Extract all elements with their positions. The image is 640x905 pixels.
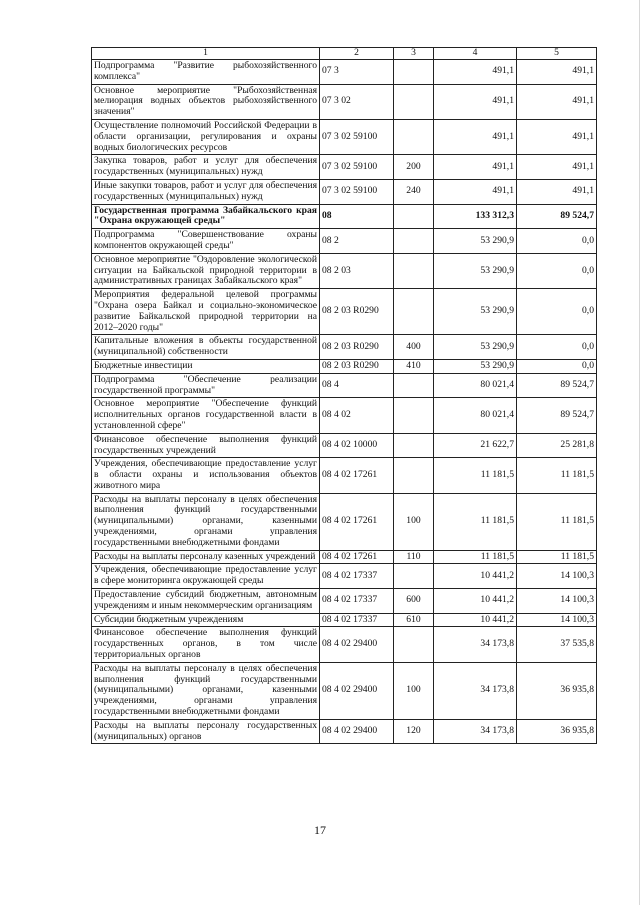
table-body	[92, 60, 597, 744]
cell-sum-1: 491,1	[434, 60, 517, 85]
header-col-code: 2	[320, 48, 394, 60]
cell-sum-2: 11 181,5	[517, 458, 597, 493]
cell-sum-2: 11 181,5	[517, 493, 597, 550]
cell-sum-2: 0,0	[517, 335, 597, 360]
cell-sum-2: 25 281,8	[517, 433, 597, 458]
cell-sum-1: 34 173,8	[434, 662, 517, 719]
cell-sum-2: 491,1	[517, 179, 597, 204]
cell-code: 07 3	[320, 60, 394, 85]
cell-name: Бюджетные инвестиции	[92, 359, 320, 373]
cell-vr	[394, 60, 434, 85]
cell-sum-2: 0,0	[517, 253, 597, 288]
cell-sum-2: 89 524,7	[517, 373, 597, 398]
cell-vr	[394, 433, 434, 458]
cell-vr: 410	[394, 359, 434, 373]
cell-code: 08 2 03 R0290	[320, 335, 394, 360]
cell-vr	[394, 119, 434, 154]
cell-sum-2: 36 935,8	[517, 662, 597, 719]
cell-name: Финансовое обеспечение выполнения функций государственных учреждений	[92, 433, 320, 458]
cell-name: Мероприятия федеральной целевой программы "Охрана озера Байкал и социально-экономическое развитие Байкальской природной территории на 2012–2020 годы"	[92, 289, 320, 335]
table-row	[92, 662, 597, 719]
cell-sum-2: 37 535,8	[517, 627, 597, 662]
cell-name: Расходы на выплаты персоналу казенных учреждений	[92, 550, 320, 564]
cell-name: Расходы на выплаты персоналу в целях обеспечения выполнения функций государственными (муниципальными) органами, казенными учреждениями, органами управления государственными внебюджетными фондами	[92, 493, 320, 550]
cell-code: 08 2 03 R0290	[320, 359, 394, 373]
cell-sum-2: 0,0	[517, 229, 597, 254]
header-col-sum2: 5	[517, 48, 597, 60]
cell-code: 08 4	[320, 373, 394, 398]
table-header-row	[92, 48, 597, 60]
cell-sum-1: 10 441,2	[434, 589, 517, 614]
cell-sum-1: 80 021,4	[434, 398, 517, 433]
cell-vr	[394, 373, 434, 398]
table-row	[92, 398, 597, 433]
cell-sum-2: 14 100,3	[517, 564, 597, 589]
cell-name: Учреждения, обеспечивающие предоставление услуг в области охраны и использования объектов животного мира	[92, 458, 320, 493]
cell-code: 08	[320, 204, 394, 229]
table-row	[92, 493, 597, 550]
header-col-vr: 3	[394, 48, 434, 60]
page-number: 17	[314, 823, 326, 837]
table-row	[92, 119, 597, 154]
cell-code: 08 2 03 R0290	[320, 289, 394, 335]
cell-sum-1: 10 441,2	[434, 613, 517, 627]
cell-name: Учреждения, обеспечивающие предоставление услуг в сфере мониторинга окружающей среды	[92, 564, 320, 589]
table-row	[92, 433, 597, 458]
cell-sum-2: 491,1	[517, 155, 597, 180]
cell-name: Осуществление полномочий Российской Федерации в области организации, регулирования и охраны водных биологических ресурсов	[92, 119, 320, 154]
cell-name: Расходы на выплаты персоналу государственных (муниципальных) органов	[92, 719, 320, 744]
cell-code: 08 4 02	[320, 398, 394, 433]
cell-sum-1: 10 441,2	[434, 564, 517, 589]
table-row	[92, 60, 597, 85]
cell-code: 08 4 02 17261	[320, 493, 394, 550]
cell-vr: 240	[394, 179, 434, 204]
cell-sum-1: 34 173,8	[434, 627, 517, 662]
cell-vr	[394, 229, 434, 254]
table-row	[92, 253, 597, 288]
cell-sum-2: 491,1	[517, 60, 597, 85]
cell-sum-2: 0,0	[517, 289, 597, 335]
cell-sum-1: 11 181,5	[434, 550, 517, 564]
cell-code: 08 4 02 29400	[320, 627, 394, 662]
cell-vr: 200	[394, 155, 434, 180]
cell-vr	[394, 289, 434, 335]
cell-name: Закупка товаров, работ и услуг для обеспечения государственных (муниципальных) нужд	[92, 155, 320, 180]
table-row	[92, 359, 597, 373]
cell-sum-1: 53 290,9	[434, 359, 517, 373]
cell-sum-1: 11 181,5	[434, 493, 517, 550]
cell-sum-1: 53 290,9	[434, 335, 517, 360]
cell-name: Финансовое обеспечение выполнения функций государственных органов, в том числе территориальных органов	[92, 627, 320, 662]
cell-sum-2: 0,0	[517, 359, 597, 373]
cell-name: Подпрограмма "Развитие рыбохозяйственного комплекса"	[92, 60, 320, 85]
cell-code: 08 4 02 17261	[320, 550, 394, 564]
cell-vr: 400	[394, 335, 434, 360]
cell-vr	[394, 398, 434, 433]
cell-code: 08 4 02 17337	[320, 589, 394, 614]
cell-code: 08 4 02 17261	[320, 458, 394, 493]
cell-sum-1: 491,1	[434, 179, 517, 204]
table-row	[92, 155, 597, 180]
cell-sum-2: 89 524,7	[517, 204, 597, 229]
cell-name: Расходы на выплаты персоналу в целях обеспечения выполнения функций государственными (муниципальными) органами, казенными учреждениями, органами управления государственными внебюджетными фондами	[92, 662, 320, 719]
table-row	[92, 84, 597, 119]
cell-name: Капитальные вложения в объекты государственной (муниципальной) собственности	[92, 335, 320, 360]
cell-sum-2: 11 181,5	[517, 550, 597, 564]
cell-sum-1: 53 290,9	[434, 253, 517, 288]
table-row	[92, 627, 597, 662]
table-row	[92, 373, 597, 398]
cell-name: Субсидии бюджетным учреждениям	[92, 613, 320, 627]
cell-sum-1: 53 290,9	[434, 229, 517, 254]
cell-code: 07 3 02 59100	[320, 119, 394, 154]
cell-sum-1: 491,1	[434, 155, 517, 180]
cell-sum-2: 491,1	[517, 119, 597, 154]
table-row	[92, 204, 597, 229]
cell-code: 07 3 02	[320, 84, 394, 119]
cell-name: Государственная программа Забайкальского края "Охрана окружающей среды"	[92, 204, 320, 229]
cell-sum-2: 89 524,7	[517, 398, 597, 433]
cell-code: 08 2 03	[320, 253, 394, 288]
cell-code: 08 2	[320, 229, 394, 254]
cell-sum-2: 14 100,3	[517, 613, 597, 627]
cell-vr: 610	[394, 613, 434, 627]
cell-vr: 600	[394, 589, 434, 614]
table-row	[92, 589, 597, 614]
cell-code: 07 3 02 59100	[320, 179, 394, 204]
cell-vr	[394, 458, 434, 493]
table-row	[92, 179, 597, 204]
cell-code: 08 4 02 17337	[320, 613, 394, 627]
cell-sum-1: 80 021,4	[434, 373, 517, 398]
cell-sum-1: 53 290,9	[434, 289, 517, 335]
table-row	[92, 550, 597, 564]
table-row	[92, 564, 597, 589]
table-row	[92, 719, 597, 744]
cell-vr: 100	[394, 662, 434, 719]
table-row	[92, 335, 597, 360]
cell-sum-1: 21 622,7	[434, 433, 517, 458]
cell-sum-2: 491,1	[517, 84, 597, 119]
cell-name: Предоставление субсидий бюджетным, автономным учреждениям и иным некоммерческим организациям	[92, 589, 320, 614]
cell-vr: 110	[394, 550, 434, 564]
cell-sum-1: 491,1	[434, 84, 517, 119]
cell-name: Подпрограмма "Обеспечение реализации государственной программы"	[92, 373, 320, 398]
cell-vr	[394, 627, 434, 662]
cell-sum-1: 491,1	[434, 119, 517, 154]
cell-vr: 120	[394, 719, 434, 744]
budget-table	[91, 47, 597, 744]
cell-code: 08 4 02 29400	[320, 662, 394, 719]
cell-code: 08 4 02 17337	[320, 564, 394, 589]
table-row	[92, 289, 597, 335]
cell-code: 07 3 02 59100	[320, 155, 394, 180]
cell-vr: 100	[394, 493, 434, 550]
cell-sum-2: 36 935,8	[517, 719, 597, 744]
cell-vr	[394, 564, 434, 589]
header-col-name: 1	[92, 48, 320, 60]
cell-vr	[394, 204, 434, 229]
cell-name: Основное мероприятие "Рыбохозяйственная мелиорация водных объектов рыбохозяйственного значения"	[92, 84, 320, 119]
cell-sum-2: 14 100,3	[517, 589, 597, 614]
cell-code: 08 4 02 10000	[320, 433, 394, 458]
cell-vr	[394, 84, 434, 119]
cell-sum-1: 133 312,3	[434, 204, 517, 229]
cell-name: Основное мероприятие "Оздоровление экологической ситуации на Байкальской природной территории в административных границах Забайкальского края"	[92, 253, 320, 288]
cell-sum-1: 34 173,8	[434, 719, 517, 744]
cell-sum-1: 11 181,5	[434, 458, 517, 493]
cell-name: Основное мероприятие "Обеспечение функций исполнительных органов государственной власти в установленной сфере"	[92, 398, 320, 433]
table-row	[92, 229, 597, 254]
cell-vr	[394, 253, 434, 288]
cell-name: Иные закупки товаров, работ и услуг для обеспечения государственных (муниципальных) нужд	[92, 179, 320, 204]
cell-name: Подпрограмма "Совершенствование охраны компонентов окружающей среды"	[92, 229, 320, 254]
cell-code: 08 4 02 29400	[320, 719, 394, 744]
table-row	[92, 613, 597, 627]
header-col-sum1: 4	[434, 48, 517, 60]
table-row	[92, 458, 597, 493]
